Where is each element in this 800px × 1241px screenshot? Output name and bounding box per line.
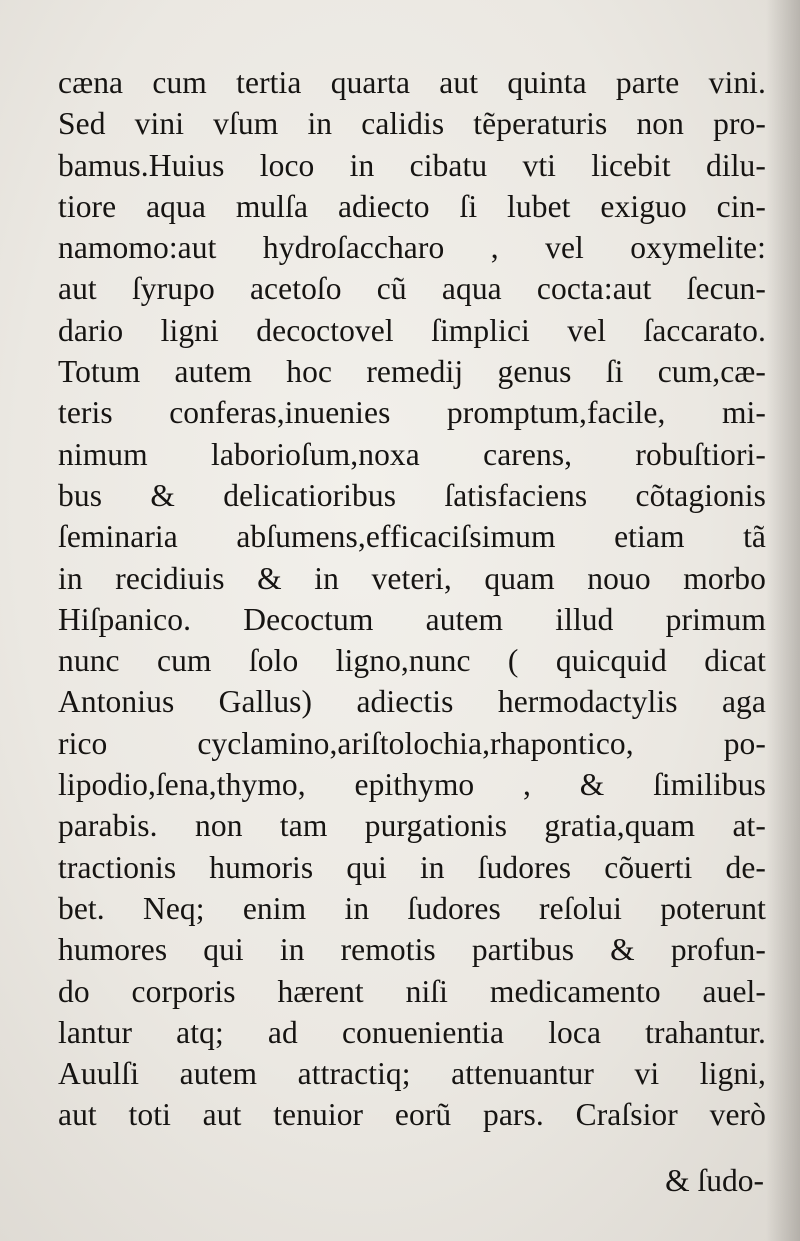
text-line: nunc cum ſolo ligno,nunc ( quicquid dicat [58, 643, 766, 679]
text-line: Auulſi autem attractiq; attenuantur vi ligni, [58, 1056, 766, 1092]
text-line: namomo:aut hydroſaccharo , vel oxymelite: [58, 230, 766, 266]
text-line: bus & delicatioribus ſatisfaciens cõtagionis [58, 477, 766, 513]
text-line: Sed vini vſum in calidis tẽperaturis non pro- [58, 106, 766, 142]
text-line: dario ligni decoctovel ſimplici vel ſaccarato. [58, 312, 766, 348]
text-line: teris conferas,inuenies promptum,facile, mi- [58, 395, 766, 431]
text-line: Antonius Gallus) adiectis hermodactylis aga [58, 684, 766, 720]
text-line: aut ſyrupo acetoſo cũ aqua cocta:aut ſecun- [58, 271, 766, 307]
catchword: & ſudo- [665, 1163, 764, 1198]
text-line: ſeminaria abſumens,efficaciſsimum etiam tã [58, 519, 766, 555]
text-line: Totum autem hoc remedij genus ſi cum,cæ- [58, 354, 766, 390]
text-line: tiore aqua mulſa adiecto ſi lubet exiguo cin- [58, 188, 766, 224]
text-line: rico cyclamino,ariſtolochia,rhapontico, po- [58, 725, 766, 761]
text-line: bamus.Huius loco in cibatu vti licebit dilu- [58, 147, 766, 183]
page-edge-shadow [766, 0, 800, 1241]
text-line: aut toti aut tenuior eorũ pars. Craſsior verò [58, 1097, 766, 1133]
text-line: nimum laborioſum,noxa carens, robuſtiori- [58, 436, 766, 472]
text-line: parabis. non tam purgationis gratia,quam at- [58, 808, 766, 844]
text-line: cæna cum tertia quarta aut quinta parte vini. [58, 65, 766, 100]
text-line: in recidiuis & in veteri, quam nouo morbo [58, 560, 766, 596]
text-line: bet. Neq; enim in ſudores reſolui poterunt [58, 890, 766, 926]
text-line: tractionis humoris qui in ſudores cõuerti de- [58, 849, 766, 885]
text-line: Hiſpanico. Decoctum autem illud primum [58, 601, 766, 637]
text-line: lipodio,ſena,thymo, epithymo , & ſimilibus [58, 767, 766, 803]
text-line: humores qui in remotis partibus & profun- [58, 932, 766, 968]
text-block [58, 62, 766, 1136]
text-line: do corporis hærent niſi medicamento auel- [58, 973, 766, 1009]
text-line: lantur atq; ad conuenientia loca trahantur. [58, 1014, 766, 1050]
